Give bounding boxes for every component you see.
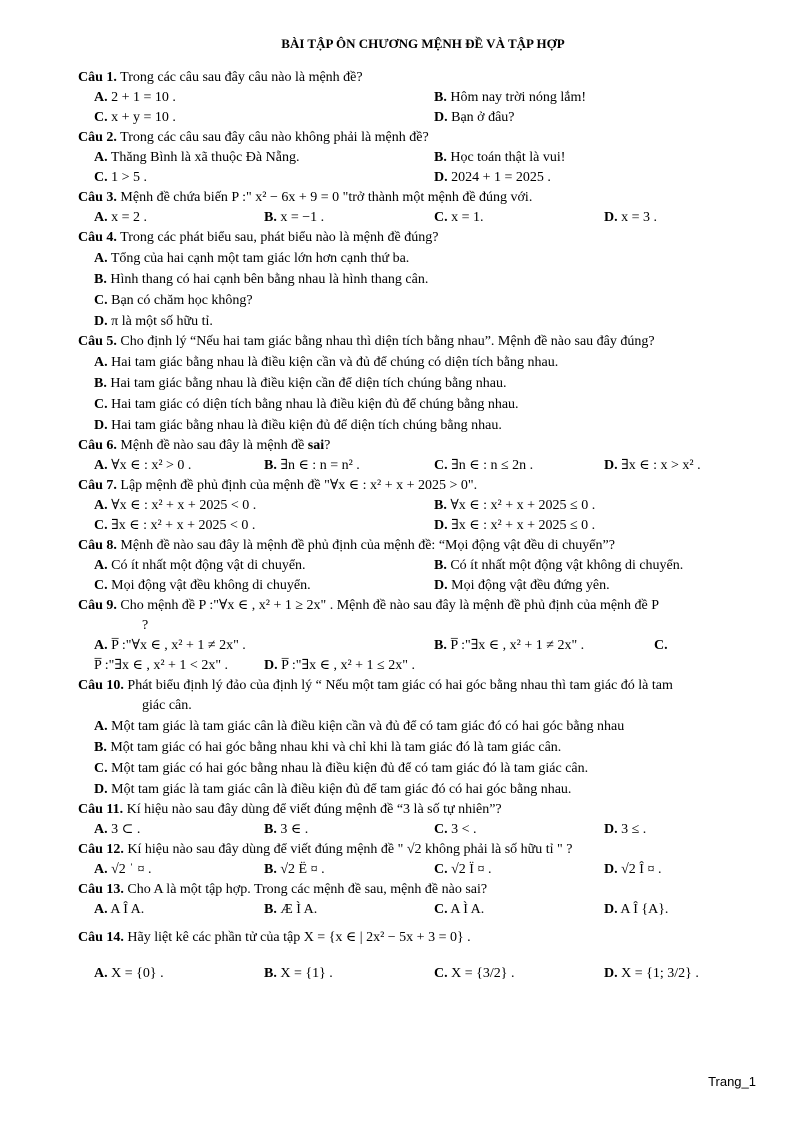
option-c: C. 1 > 5 .: [94, 170, 148, 185]
options-row: [78, 496, 768, 516]
question-text: Mệnh đề nào sau đây là mệnh đề: [120, 438, 305, 453]
question-label: Câu 10.: [78, 678, 124, 693]
question-text: Cho A là một tập hợp. Trong các mệnh đề sau, mệnh đề nào sai?: [127, 882, 488, 897]
question-4: [78, 228, 768, 248]
question-11: [78, 800, 768, 820]
option-c: C. √2 Ï ¤ .: [434, 862, 492, 877]
question-label: Câu 14.: [78, 930, 124, 945]
option-d: D. ∃x ∈ : x > x² .: [604, 458, 701, 473]
option-d: D. Mọi động vật đều đứng yên.: [434, 578, 610, 593]
option-a: A. ∀x ∈ : x² + x + 2025 < 0 .: [94, 498, 257, 513]
option-a: A. A Î A.: [94, 902, 145, 917]
question-text: Phát biểu định lý đảo của định lý “ Nếu một tam giác có hai góc bằng nhau thì tam giác đó là tam: [127, 678, 673, 693]
options-row: [78, 576, 768, 596]
options-row: [78, 900, 768, 920]
question-12: [78, 840, 768, 860]
options-row: [78, 208, 768, 228]
worksheet-page: [78, 36, 768, 984]
option-d: D. 2024 + 1 = 2025 .: [434, 170, 551, 185]
question-3: [78, 188, 768, 208]
question-text: Hãy liệt kê các phần tử của tập X = {x ∈ | 2x² − 5x + 3 = 0} .: [127, 930, 471, 945]
option-b: B. Æ Ì A.: [264, 902, 318, 917]
option-d: D. A Î {A}.: [604, 902, 669, 917]
option-b: B. X = {1} .: [264, 966, 333, 981]
question-7: [78, 476, 768, 496]
question-label: Câu 4.: [78, 230, 117, 245]
options-row: [78, 860, 768, 880]
option-d: D. Một tam giác là tam giác cân là điều kiện đủ để tam giác đó có hai góc bằng nhau.: [94, 782, 572, 797]
question-label: Câu 6.: [78, 438, 117, 453]
option-c: C. ∃x ∈ : x² + x + 2025 < 0 .: [94, 518, 256, 533]
option-a: A. 2 + 1 = 10 .: [94, 90, 176, 105]
question-label: Câu 2.: [78, 130, 117, 145]
options-row: [78, 636, 768, 656]
question-text: Kí hiệu nào sau đây dùng để viết đúng mệnh đề " √2 không phải là số hữu tỉ " ?: [127, 842, 573, 857]
question-14: [78, 928, 768, 948]
option-b: B. x = −1 .: [264, 210, 325, 225]
option-b: B. Hai tam giác bằng nhau là điều kiện cần để diện tích chúng bằng nhau.: [94, 376, 507, 391]
option-c: C. A Ì A.: [434, 902, 485, 917]
option-a: A. Tổng của hai cạnh một tam giác lớn hơn cạnh thứ ba.: [94, 251, 410, 266]
option-c: C. Mọi động vật đều không di chuyển.: [94, 578, 311, 593]
option-b: B. P̅ :"∃x ∈ , x² + 1 ≠ 2x" .: [434, 638, 585, 653]
option-d: D. X = {1; 3/2} .: [604, 966, 699, 981]
question-text-continued: ?: [142, 618, 149, 633]
option-d: D. Bạn ở đâu?: [434, 110, 515, 125]
options-row: [78, 456, 768, 476]
option-b: B. Có ít nhất một động vật không di chuyển.: [434, 558, 684, 573]
option-d: D. x = 3 .: [604, 210, 658, 225]
option-a: A. Một tam giác là tam giác cân là điều kiện cần và đủ để có tam giác đó có hai góc bằng nhau: [94, 719, 625, 734]
option-b: B. Một tam giác có hai góc bằng nhau khi và chỉ khi là tam giác đó là tam giác cân.: [94, 740, 562, 755]
option-b: B. 3 ∈ .: [264, 822, 309, 837]
options-row: [78, 168, 768, 188]
option-c: C. x = 1.: [434, 210, 484, 225]
option-a: A. Hai tam giác bằng nhau là điều kiện cần và đủ để chúng có diện tích bằng nhau.: [94, 355, 559, 370]
options-row: [78, 964, 768, 984]
option-b: B. ∀x ∈ : x² + x + 2025 ≤ 0 .: [434, 498, 596, 513]
option-b: B. Học toán thật là vui!: [434, 150, 566, 165]
question-8: [78, 536, 768, 556]
question-label: Câu 11.: [78, 802, 124, 817]
question-text: Trong các câu sau đây câu nào không phải là mệnh đề?: [120, 130, 429, 145]
option-a: A. P̅ :"∀x ∈ , x² + 1 ≠ 2x" .: [94, 638, 246, 653]
option-b: B. Hôm nay trời nóng lắm!: [434, 90, 587, 105]
option-c: C. X = {3/2} .: [434, 966, 515, 981]
question-text: Lập mệnh đề phủ định của mệnh đề "∀x ∈ : x² + x + 2025 > 0".: [120, 478, 478, 493]
question-10: [78, 676, 768, 696]
question-label: Câu 13.: [78, 882, 124, 897]
question-1: [78, 68, 768, 88]
option-d: D. Hai tam giác bằng nhau là điều kiện đủ để diện tích chúng bằng nhau.: [94, 418, 502, 433]
option-b: B. Hình thang có hai cạnh bên bằng nhau là hình thang cân.: [94, 272, 429, 287]
option-c: C. 3 < .: [434, 822, 477, 837]
question-text: Trong các câu sau đây câu nào là mệnh đề?: [120, 70, 363, 85]
question-9: [78, 596, 768, 616]
page-title: BÀI TẬP ÔN CHƯƠNG MỆNH ĐỀ VÀ TẬP HỢP: [281, 36, 565, 51]
question-text: Kí hiệu nào sau đây dùng để viết đúng mệnh đề “3 là số tự nhiên”?: [126, 802, 502, 817]
question-text: Mệnh đề nào sau đây là mệnh đề phủ định của mệnh đề: “Mọi động vật đều di chuyển”?: [120, 538, 615, 553]
option-c: C. Hai tam giác có diện tích bằng nhau là điều kiện đủ để chúng bằng nhau.: [94, 397, 519, 412]
question-2: [78, 128, 768, 148]
question-text-continued: giác cân.: [142, 698, 192, 713]
option-a: A. √2 ˈ ¤ .: [94, 862, 152, 877]
question-13: [78, 880, 768, 900]
question-label: Câu 8.: [78, 538, 117, 553]
options-row: [78, 656, 768, 676]
question-text: Trong các phát biểu sau, phát biểu nào là mệnh đề đúng?: [120, 230, 439, 245]
question-label: Câu 1.: [78, 70, 117, 85]
option-d: D. π là một số hữu tỉ.: [94, 314, 213, 329]
option-c-label: C.: [654, 638, 668, 653]
question-label: Câu 9.: [78, 598, 117, 613]
option-b: B. √2 Ë ¤ .: [264, 862, 325, 877]
option-c: C. Một tam giác có hai góc bằng nhau là điều kiện đủ để có tam giác đó là tam giác cân.: [94, 761, 589, 776]
option-a: A. ∀x ∈ : x² > 0 .: [94, 458, 192, 473]
options-row: [78, 516, 768, 536]
option-d: D. √2 Î ¤ .: [604, 862, 662, 877]
option-d: D. 3 ≤ .: [604, 822, 647, 837]
option-a: A. x = 2 .: [94, 210, 148, 225]
question-label: Câu 12.: [78, 842, 124, 857]
option-c-content: P̅ :"∃x ∈ , x² + 1 < 2x" .: [94, 658, 229, 673]
option-a: A. Có ít nhất một động vật di chuyển.: [94, 558, 306, 573]
options-row: [78, 108, 768, 128]
option-d: D. ∃x ∈ : x² + x + 2025 ≤ 0 .: [434, 518, 596, 533]
options-row: [78, 148, 768, 168]
question-text: Mệnh đề chứa biến P :" x² − 6x + 9 = 0 "trở thành một mệnh đề đúng với.: [120, 190, 533, 205]
options-row: [78, 88, 768, 108]
options-row: [78, 820, 768, 840]
page-number: Trang_1: [708, 1074, 756, 1089]
option-b: B. ∃n ∈ : n = n² .: [264, 458, 360, 473]
option-c: C. x + y = 10 .: [94, 110, 176, 125]
options-row: [78, 556, 768, 576]
option-a: A. X = {0} .: [94, 966, 164, 981]
question-label: Câu 3.: [78, 190, 117, 205]
option-d: D. P̅ :"∃x ∈ , x² + 1 ≤ 2x" .: [264, 658, 415, 673]
question-label: Câu 5.: [78, 334, 117, 349]
question-text: Cho định lý “Nếu hai tam giác bằng nhau thì diện tích bằng nhau”. Mệnh đề nào sau đây đúng?: [120, 334, 655, 349]
question-5: [78, 332, 768, 352]
option-a: A. 3 ⊂ .: [94, 822, 141, 837]
question-text: Cho mệnh đề P :"∀x ∈ , x² + 1 ≥ 2x" . Mệnh đề nào sau đây là mệnh đề phủ định của mệnh đề P: [120, 598, 660, 613]
question-label: Câu 7.: [78, 478, 117, 493]
option-c: C. ∃n ∈ : n ≤ 2n .: [434, 458, 534, 473]
question-emphasis: sai: [307, 438, 325, 453]
option-c: C. Bạn có chăm học không?: [94, 293, 253, 308]
option-a: A. Thăng Bình là xã thuộc Đà Nẵng.: [94, 150, 300, 165]
question-6: Câu 6. Mệnh đề nào sau đây là mệnh đề sai?: [78, 438, 331, 453]
